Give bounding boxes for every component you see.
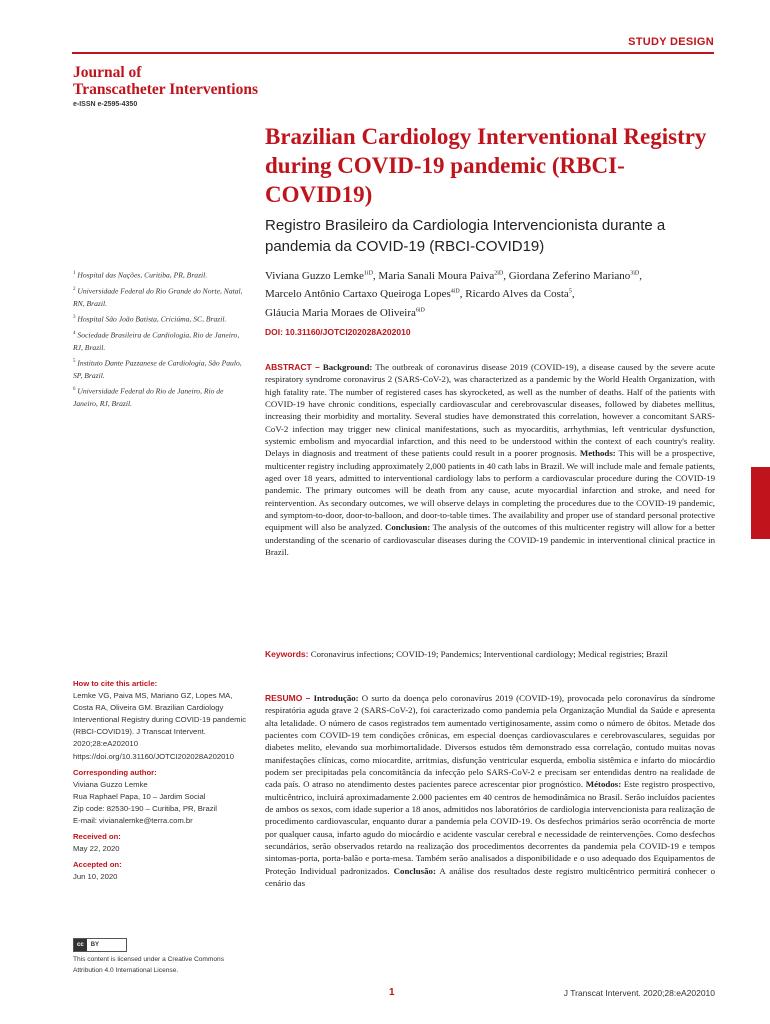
cc-badge-by: BY bbox=[90, 941, 100, 948]
accepted-label: Accepted on: bbox=[73, 860, 122, 870]
received-date: May 22, 2020 bbox=[73, 844, 120, 854]
abstract-portuguese bbox=[265, 692, 715, 890]
author-5: Ricardo Alves da Costa$^5$, bbox=[465, 288, 575, 301]
conclusion-text: The analysis of the outcomes of this multicenter registry will allow for a better understanding of the scenario of cardiovascular diseases during the COVID-19 pandemic in interventional clinical practice in Brazil. bbox=[265, 522, 715, 558]
corr-name: Viviana Guzzo Lemke bbox=[73, 779, 148, 789]
author-6: Gláucia Maria Moraes de Oliveira$^{6iD}$ bbox=[265, 306, 425, 319]
issn: e-ISSN e-2595-4350 bbox=[73, 101, 138, 108]
introducao-text: O surto da doença pelo coronavírus 2019 (COVID-19), provocada pelo coronavírus da síndrome respiratória aguda grave 2 (SARS-CoV-2), foi caracterizado como pandemia pela Organização Mundial da Saúde e apresenta alta letalidade. O número de casos registrados tem aumentado vertiginosamente, assim como o número de óbitos. Metade dos pacientes com COVID-19 tem condições crônicas, em especial doenças cardiovasculares e cerebrovasculares, seguidas por diabetes melito, elevando sua morbimortalidade. Diversos estudos têm demonstrado essa correlação, contudo muitas novas manifestações clínicas, como miocardite, arritmias, disfunção ventricular esquerda, embolia sistêmica e infarto do miocárdio podem ser precipitadas pela concomitância da infecção pelo SARS-CoV-2 e precisam ser entendidas dentro na realidade de cada país. O atraso no atendimento destes pacientes parece acrescentar pior prognóstico. bbox=[265, 693, 716, 790]
keywords bbox=[265, 648, 715, 660]
keywords-text: Coronavirus infections; COVID-19; Pandemics; Interventional cardiology; Medical registries; Brazil bbox=[310, 649, 668, 659]
methods-text: This will be a prospective, multicenter registry including approximately 2,000 patients in 40 cath labs in Brazil. We will include male and female patients, aged over 18 years, admitted to interventional cardiology labs to perform a cardiovascular procedure during the COVID-19 pandemic. The primary outcomes will be death from any cause, acute myocardial infarction and stroke, and need for reintervention. As secondary outcomes, we will observe delays in completing the procedures due to the COVID-19 pandemic, and symptom-to-door, door-to-balloon, and door-to-table times. The availability and proper use of standard personal protective equipment will also be analyzed. bbox=[265, 448, 715, 533]
author-1: Viviana Guzzo Lemke$^{1iD}$, bbox=[265, 269, 379, 282]
header-rule bbox=[72, 52, 714, 54]
introducao-label: Introdução: bbox=[313, 693, 359, 703]
corresponding-author-block bbox=[73, 767, 248, 827]
abstract-english bbox=[265, 361, 715, 559]
page-edge-tab bbox=[751, 467, 770, 539]
affiliation-1: $^1$ Hospital das Nações, Curitiba, PR, Brazil. bbox=[73, 270, 208, 280]
author-4: Marcelo Antônio Cartaxo Queiroga Lopes$^{4iD}$, bbox=[265, 288, 466, 301]
methods-label: Methods: bbox=[579, 448, 616, 459]
article-subtitle: Registro Brasileiro da Cardiologia Intervencionista durante a pandemia da COVID-19 (RBCI-COVID19) bbox=[265, 217, 666, 255]
author-2: Maria Sanali Moura Paiva$^{2iD}$, bbox=[378, 269, 509, 282]
running-footer: J Transcat Intervent. 2020;28:eA202010 bbox=[563, 988, 715, 998]
sidebar-notes bbox=[73, 674, 248, 888]
author-list bbox=[265, 265, 720, 321]
corr-label: Corresponding author: bbox=[73, 767, 157, 777]
corr-zip: Zip code: 82530-190 – Curitiba, PR, Brazil bbox=[73, 803, 218, 813]
resumo-label: RESUMO – bbox=[265, 693, 311, 703]
conclusion-label: Conclusion: bbox=[384, 522, 431, 533]
affiliations bbox=[73, 268, 243, 412]
affiliation-6: $^6$ Universidade Federal do Rio de Janeiro, Rio de Janeiro, RJ, Brazil. bbox=[73, 386, 224, 408]
cite-text: Lemke VG, Paiva MS, Mariano GZ, Lopes MA, Costa RA, Oliveira GM. Brazilian Cardiology Interventional Registry during COVID-19 pandemic (RBCI-COVID19). J Transcat Intervent. 2020;28:eA202010 https://doi.org/10.31160/JOTCI202028A202010 bbox=[73, 691, 247, 761]
conclusao-label: Conclusão: bbox=[393, 865, 436, 876]
metodos-text: Este registro prospectivo, multicêntrico, incluirá aproximadamente 2.000 pacientes em 40 centros de hemodinâmica no Brasil. Serão incluídos pacientes de ambos os sexos, com idade superior a 18 anos, admitidos nos laboratórios de cardiologia intervencionista para realização de procedimento cardiovascular, enquanto durar a pandemia pela COVID-19. Os desfechos primários serão ocorrência de morte por qualquer causa, infarto agudo do miocárdio e acidente vascular cerebral e necessidade de reintervenções. Como desfechos secundários, serão observados retardo na realização dos procedimentos decorrentes da pandemia pela COVID-19 e tempos sintomas-porta, porta-balão e porta-mesa. Também serão analisados a disponibilidade e o uso adequado dos Equipamentos de Proteção Individual padronizados. bbox=[265, 779, 716, 876]
received-label: Received on: bbox=[73, 832, 121, 842]
abstract-label: ABSTRACT – bbox=[265, 362, 320, 372]
author-3: Giordana Zeferino Mariano$^{3iD}$, bbox=[508, 269, 643, 282]
cc-by-license-icon[interactable] bbox=[73, 938, 127, 952]
corr-email[interactable]: E-mail: vivianalemke@terra.com.br bbox=[73, 816, 193, 826]
section-label: STUDY DESIGN bbox=[628, 36, 714, 48]
cite-label: How to cite this article: bbox=[73, 679, 158, 688]
corr-address: Rua Raphael Papa, 10 – Jardim Social bbox=[73, 791, 206, 801]
conclusao-text: A análise dos resultados deste registro multicêntrico permitirá conhecer o cenário das bbox=[265, 865, 716, 889]
journal-name bbox=[73, 64, 333, 98]
metodos-label: Métodos: bbox=[585, 779, 622, 790]
journal-name-line2: Transcatheter Interventions bbox=[73, 81, 258, 98]
license-box bbox=[73, 938, 248, 976]
background-text: The outbreak of coronavirus disease 2019 (COVID-19), a disease caused by the severe acute respiratory syndrome coronavirus 2 (SARS-CoV-2), was characterized as a pandemic by the World Health Organization, with high fatality rate. The number of registered cases has skyrocketed, as well as the number of deaths. Half of the patients with COVID-19 have chronic conditions, especially cardiovascular and cerebrovascular diseases, followed by diabetes mellitus, increasing their morbidity and mortality. Several studies have demonstrated this correlation, however a concomitant SARS-CoV-2 infection may trigger new clinical manifestations, such as myocarditis, arrhythmias, left ventricular dysfunction, systemic embolism and myocardial infarction, and this need to be understood within the context of each country's reality. Delays in diagnosis and treatment of these patients could result in a poorer prognosis. bbox=[265, 362, 715, 459]
keywords-label: Keywords: bbox=[265, 649, 309, 659]
affiliation-3: $^3$ Hospital São João Batista, Criciúma, SC, Brazil. bbox=[73, 314, 227, 324]
affiliation-4: $^4$ Sociedade Brasileira de Cardiologia, Rio de Janeiro, RJ, Brazil. bbox=[73, 330, 240, 352]
license-text: This content is licensed under a Creative Commons Attribution 4.0 International License. bbox=[73, 956, 224, 974]
accepted-date: Jun 10, 2020 bbox=[73, 872, 118, 882]
accepted-block bbox=[73, 859, 248, 883]
cc-badge-cc: cc bbox=[74, 939, 87, 951]
received-block bbox=[73, 831, 248, 855]
affiliation-2: $^2$ Universidade Federal do Rio Grande do Norte, Natal, RN, Brazil. bbox=[73, 286, 243, 308]
background-label: Background: bbox=[322, 362, 373, 372]
affiliation-5: $^5$ Instituto Dante Pazzanese de Cardiologia, São Paulo, SP, Brazil. bbox=[73, 358, 242, 380]
citation-block bbox=[73, 678, 248, 763]
page-number: 1 bbox=[389, 987, 395, 998]
doi-link[interactable]: DOI: 10.31160/JOTCI202028A202010 bbox=[265, 327, 411, 337]
journal-name-line1: Journal of bbox=[73, 64, 142, 81]
article-title: Brazilian Cardiology Interventional Registry during COVID-19 pandemic (RBCI-COVID19) bbox=[265, 124, 707, 207]
